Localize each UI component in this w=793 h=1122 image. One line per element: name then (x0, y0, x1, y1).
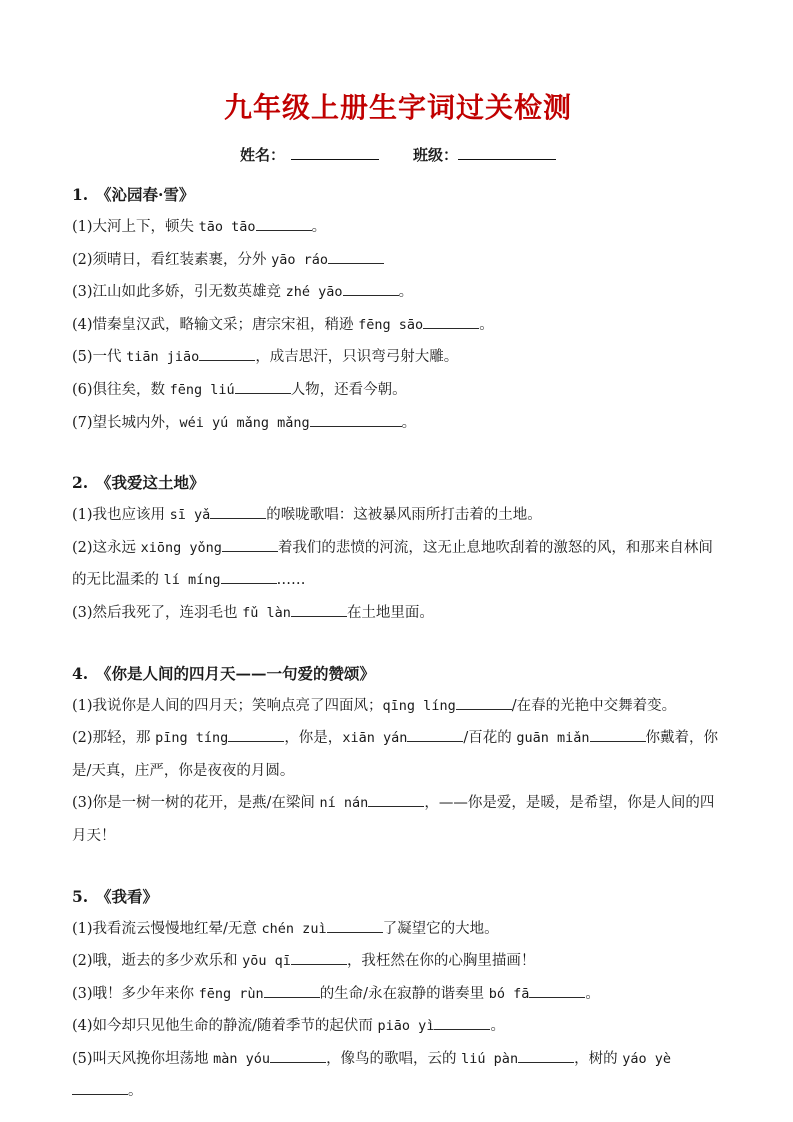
pinyin-run: guān miǎn (516, 730, 590, 747)
pinyin-run: fǔ làn (242, 604, 291, 621)
text-run: 。 (311, 219, 327, 235)
text-run: 望长城内外， (92, 414, 180, 431)
pinyin-run: piāo yì (377, 1018, 435, 1035)
text-run: 了凝望它的大地。 (382, 920, 499, 937)
section (72, 880, 724, 1109)
section-heading (72, 657, 724, 690)
question-item (72, 787, 724, 852)
text-run: ，——你是爱，是暖，是希望，你是人间的四月天！ (72, 795, 715, 844)
section (72, 657, 724, 853)
question-item (72, 913, 724, 946)
answer-blank (328, 250, 384, 264)
text-run: ，我枉然在你的心胸里描画！ (346, 953, 536, 970)
text-run: 的喉咙歌唱：这被暴风雨所打击着的土地。 (266, 507, 542, 524)
section-number: 4. (72, 663, 89, 683)
pinyin-run: zhé yāo (285, 284, 343, 301)
answer-blank (270, 1049, 326, 1063)
text-run: 。 (398, 284, 414, 301)
question-item (72, 309, 724, 342)
text-run: 。 (479, 316, 494, 333)
pinyin-run: yāo ráo (271, 251, 329, 268)
text-run: 大河上下，顿失 (92, 219, 199, 235)
answer-blank (222, 538, 278, 552)
item-number: (6) (72, 381, 93, 398)
text-run: …… (276, 572, 306, 589)
text-run: 哦！多少年来你 (92, 985, 199, 1002)
section-number: 5. (72, 886, 89, 906)
item-number: (4) (72, 1018, 93, 1035)
text-run: 在土地里面。 (346, 604, 434, 621)
item-number: (3) (72, 795, 93, 812)
section-heading (72, 880, 724, 913)
answer-blank (235, 380, 291, 394)
item-number: (3) (72, 604, 93, 621)
answer-blank (518, 1049, 574, 1063)
pinyin-run: fēng sāo (358, 316, 424, 333)
pinyin-run: fēng liú (169, 381, 235, 398)
class-field (413, 144, 556, 166)
item-number: (1) (72, 920, 93, 937)
text-run: 须晴日，看红装素裹，分外 (92, 251, 272, 268)
text-run: 你戴着，你是/天真，庄严，你是夜夜的月圆。 (72, 730, 718, 779)
question-item (72, 1043, 724, 1108)
section-title: 《我看》 (96, 886, 159, 906)
section-heading (72, 178, 724, 211)
pinyin-run: xiān yán (342, 730, 408, 747)
section (72, 178, 724, 439)
section-number: 2. (72, 473, 89, 493)
text-run: 我看流云慢慢地红晕/无意 (92, 920, 262, 937)
pinyin-run: qīng líng (382, 697, 456, 714)
pinyin-run: màn yóu (213, 1050, 271, 1067)
answer-blank (256, 217, 312, 231)
answer-blank (456, 696, 512, 710)
pinyin-run: sī yǎ (169, 507, 211, 524)
section (72, 466, 724, 629)
answer-blank (291, 951, 347, 965)
item-number: (3) (72, 985, 93, 1002)
section-title: 《你是人间的四月天——一句爱的赞颂》 (96, 663, 376, 683)
item-number: (1) (72, 507, 93, 524)
text-run: 我也应该用 (92, 507, 170, 524)
question-item (72, 244, 724, 277)
item-number: (7) (72, 414, 93, 431)
text-run: ，成吉思汗，只识弯弓射大雕。 (255, 349, 459, 366)
text-run: 你是一树一树的花开，是燕/在梁间 (92, 795, 320, 812)
text-run: 然后我死了，连羽毛也 (92, 604, 243, 621)
text-run: /百花的 (463, 730, 517, 747)
answer-blank (343, 282, 399, 296)
pinyin-run: tiān jiāo (126, 349, 200, 366)
text-run: 哦，逝去的多少欢乐和 (92, 953, 243, 970)
answer-blank (529, 984, 585, 998)
text-run: 那轻，那 (92, 730, 156, 747)
question-item (72, 722, 724, 787)
text-run: 一代 (92, 349, 127, 366)
text-run: 如今却只见他生命的静流/随着季节的起伏而 (92, 1018, 378, 1035)
answer-blank (407, 728, 463, 742)
section-number: 1. (72, 185, 89, 204)
question-item (72, 945, 724, 978)
question-item (72, 341, 724, 374)
item-number: (1) (72, 219, 93, 235)
class-label: 班级： (413, 146, 459, 164)
page-title: 九年级上册生字词过关检测 (223, 91, 572, 124)
name-class-row (72, 144, 724, 166)
text-run: 。 (585, 985, 600, 1002)
answer-blank (310, 413, 402, 427)
pinyin-run: yáo yè (622, 1050, 671, 1067)
text-run: 叫天风挽你坦荡地 (92, 1050, 214, 1067)
answer-blank (423, 315, 479, 329)
text-run: /在春的光艳中交舞着变。 (511, 697, 677, 714)
item-number: (2) (72, 539, 93, 556)
text-run: ，像鸟的歌唱，云的 (326, 1050, 462, 1067)
question-item (72, 374, 724, 407)
pinyin-run: wéi yú mǎng mǎng (179, 414, 310, 431)
text-run: 这永远 (92, 539, 141, 556)
text-run: 。 (128, 1083, 143, 1100)
class-blank (458, 145, 556, 160)
text-run: 。 (490, 1018, 505, 1035)
text-run: 俱往矣，数 (92, 381, 170, 398)
question-item (72, 1010, 724, 1043)
item-number: (2) (72, 251, 93, 268)
answer-blank (434, 1016, 490, 1030)
answer-blank (590, 728, 646, 742)
section-title: 《沁园春·雪》 (96, 185, 195, 204)
pinyin-run: yōu qī (242, 953, 291, 970)
text-run: 惜秦皇汉武，略输文采；唐宗宋祖，稍逊 (92, 316, 359, 333)
text-run: 着我们的悲愤的河流，这无止息地吹刮着的激怒的风，和那来自林间的无比温柔的 (72, 539, 713, 589)
answer-blank (264, 984, 320, 998)
answer-blank (291, 603, 347, 617)
name-label: 姓名： (239, 146, 285, 164)
name-blank (291, 145, 379, 160)
answer-blank (199, 347, 255, 361)
text-run: 。 (401, 414, 417, 431)
text-run: 人物，还看今朝。 (290, 381, 407, 398)
question-item (72, 276, 724, 309)
pinyin-run: tāo tāo (198, 219, 256, 235)
question-item (72, 597, 724, 630)
item-number: (5) (72, 349, 93, 366)
text-run: 江山如此多娇，引无数英雄竞 (92, 284, 286, 301)
text-run: 的生命/永在寂静的谐奏里 (319, 985, 489, 1002)
text-run: 我说你是人间的四月天；笑响点亮了四面风； (92, 697, 383, 714)
sections (72, 178, 724, 1108)
pinyin-run: liú pàn (461, 1050, 519, 1067)
answer-blank (228, 728, 284, 742)
section-title: 《我爱这土地》 (96, 473, 205, 493)
pinyin-run: pīng tíng (155, 730, 229, 747)
item-number: (1) (72, 697, 93, 714)
item-number: (2) (72, 730, 93, 747)
pinyin-run: bó fā (488, 985, 530, 1002)
pinyin-run: fēng rùn (198, 985, 264, 1002)
name-field (240, 144, 379, 166)
item-number: (5) (72, 1050, 93, 1067)
pinyin-run: lí míng (163, 572, 221, 589)
question-item (72, 499, 724, 532)
answer-blank (210, 505, 266, 519)
item-number: (3) (72, 284, 93, 301)
text-run: ，你是， (284, 730, 343, 747)
item-number: (2) (72, 953, 93, 970)
pinyin-run: chén zuì (261, 920, 327, 937)
item-number: (4) (72, 316, 93, 333)
answer-blank (327, 919, 383, 933)
question-item (72, 690, 724, 723)
pinyin-run: xiōng yǒng (140, 539, 222, 556)
pinyin-run: ní nán (319, 795, 369, 812)
answer-blank (72, 1081, 128, 1095)
question-item (72, 978, 724, 1011)
answer-blank (368, 793, 424, 807)
question-item (72, 532, 724, 597)
section-heading (72, 466, 724, 499)
question-item (72, 407, 724, 440)
answer-blank (221, 570, 277, 584)
question-item (72, 211, 724, 244)
text-run: ，树的 (574, 1050, 623, 1067)
